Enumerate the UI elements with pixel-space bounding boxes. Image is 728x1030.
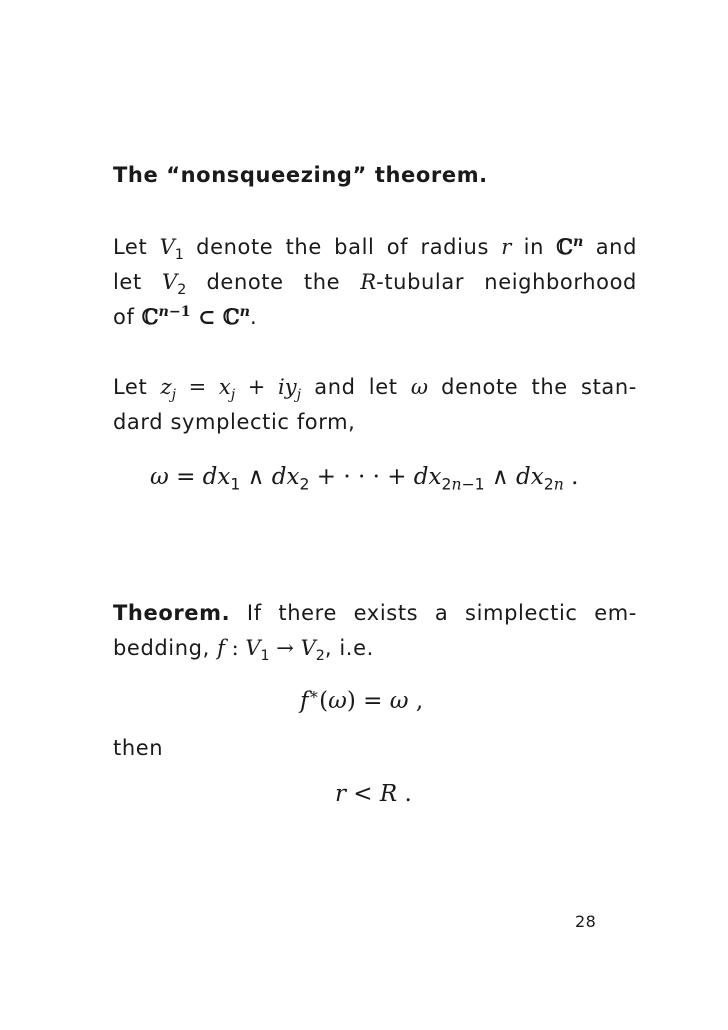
math-embedding-map: f : $V_1 \to V_2$ <box>217 636 325 665</box>
text-fragment: denote the stan- <box>427 375 637 399</box>
symplectic-form-equation: $\omega = dx_1$ ∧ $dx_2$ + · · · + $dx_{2n-1}$ ∧ $dx_{2n}$ . <box>150 464 579 494</box>
math-v2: $V_2$ <box>162 270 187 299</box>
slide-title: The “nonsqueezing” theorem. <box>113 163 488 187</box>
paragraph-line <box>113 633 374 663</box>
paragraph-line <box>113 302 257 332</box>
math-v1: $V_1$ <box>159 235 184 264</box>
text-fragment: Let <box>113 375 161 399</box>
math-R: R <box>360 270 377 294</box>
text-fragment: in <box>511 235 557 259</box>
paragraph-line: dard symplectic form, <box>113 410 356 434</box>
paragraph-line: then <box>113 736 164 760</box>
text-fragment: denote the ball of radius <box>183 235 502 259</box>
paragraph-line <box>113 598 637 628</box>
text-fragment: . <box>250 305 258 329</box>
theorem-label: Theorem. <box>113 601 231 625</box>
text-fragment: -tubular neighborhood <box>376 270 637 294</box>
text-fragment: let <box>113 270 163 294</box>
math-cn: ℂ$^n$ <box>556 234 584 259</box>
conclusion-inequality: r < R . <box>335 781 412 807</box>
paragraph-line <box>113 267 637 297</box>
text-fragment: denote the <box>186 270 361 294</box>
text-fragment: Let <box>113 235 160 259</box>
math-zj-definition: $z_j = x_j + iy_j$ <box>160 375 302 404</box>
math-cn-minus-1-subset-cn: ℂ$^{n-1}$ ⊂ ℂ$^n$ <box>141 304 251 329</box>
text-fragment: , i.e. <box>324 636 374 660</box>
text-fragment: and let <box>301 375 411 399</box>
math-omega: ω <box>410 375 428 399</box>
text-fragment: bedding, <box>113 636 218 660</box>
text-fragment: of <box>113 305 142 329</box>
math-r: r <box>501 235 512 259</box>
paragraph-line <box>113 372 637 402</box>
paragraph-line <box>113 232 637 262</box>
text-fragment: If there exists a simplectic em- <box>230 601 637 625</box>
page-number: 28 <box>575 912 597 931</box>
pullback-equation: f∗(ω) = ω , <box>300 684 424 714</box>
text-fragment: and <box>583 235 637 259</box>
